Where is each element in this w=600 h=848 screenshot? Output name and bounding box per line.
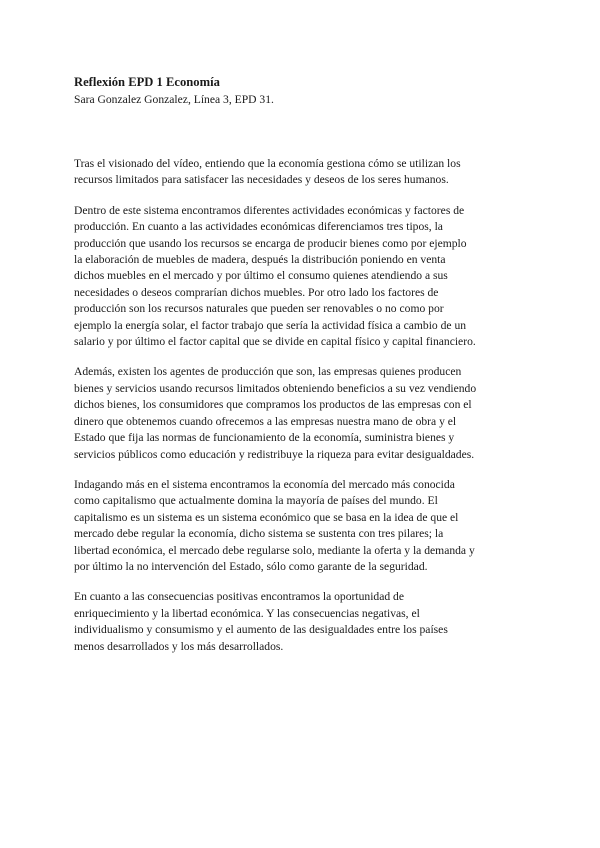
text-line: ejemplo la energía solar, el factor trabajo que sería la actividad física a cambio de un	[74, 318, 467, 332]
text-line: mercado debe regular la economía, dicho sistema se sustenta con tres pilares; la	[74, 527, 444, 541]
text-line: Estado que fija las normas de funcionamiento de la economía, suministra bienes y	[74, 431, 455, 445]
text-line: salario y por último el factor capital que se divide en capital físico y capital financiero.	[74, 335, 476, 349]
text-line: necesidades o deseos comprarían dichos muebles. Por otro lado los factores de	[74, 285, 439, 299]
text-line: por último la no intervención del Estado, sólo como garante de la seguridad.	[74, 559, 428, 573]
text-line: Tras el visionado del vídeo, entiendo que la economía gestiona cómo se utilizan los	[74, 157, 461, 170]
document-page	[74, 74, 530, 669]
text-line: recursos limitados para satisfacer las necesidades y deseos de los seres humanos.	[74, 173, 449, 187]
text-line: En cuanto a las consecuencias positivas encontramos la oportunidad de	[74, 590, 404, 604]
text-line: dinero que obtenemos cuando ofrecemos a las empresas nuestra mano de obra y el	[74, 414, 457, 428]
text-line: Dentro de este sistema encontramos diferentes actividades económicas y factores de	[74, 203, 465, 217]
text-line: Indagando más en el sistema encontramos la economía del mercado más conocida	[74, 477, 455, 491]
text-line: libertad económica, el mercado debe regularse solo, mediante la oferta y la demanda y	[74, 543, 475, 557]
text-line: servicios públicos como educación y redistribuye la riqueza para evitar desigualdades.	[74, 447, 475, 461]
document-title: Reflexión EPD 1 Economía	[74, 75, 220, 89]
paragraph-activities	[74, 203, 530, 351]
text-line: producción son los recursos naturales que pueden ser renovables o no como por	[74, 302, 444, 316]
paragraph-consequences	[74, 589, 530, 655]
paragraph-intro	[74, 156, 530, 189]
text-line: dichos bienes, los consumidores que compramos los productos de las empresas con el	[74, 398, 472, 412]
text-line: producción. En cuanto a las actividades económicas diferenciamos tres tipos, la	[74, 220, 443, 234]
text-line: como capitalismo que actualmente domina la mayoría de países del mundo. El	[74, 494, 438, 508]
paragraph-agents	[74, 364, 530, 462]
text-line: Además, existen los agentes de producción que son, las empresas quienes producen	[74, 365, 462, 379]
text-line: capitalismo es un sistema es un sistema económico que se basa en la idea de que el	[74, 510, 459, 524]
document-body	[74, 156, 530, 655]
text-line: la elaboración de muebles de madera, después la distribución poniendo en venta	[74, 253, 446, 267]
text-line: individualismo y consumismo y el aumento de las desigualdades entre los países	[74, 623, 448, 637]
text-line: menos desarrollados y los más desarrollados.	[74, 639, 284, 653]
author-line: Sara Gonzalez Gonzalez, Línea 3, EPD 31.	[74, 93, 274, 106]
paragraph-capitalism	[74, 477, 530, 575]
text-line: dichos muebles en el mercado y por último el consumo quienes atendiendo a sus	[74, 269, 448, 283]
text-line: enriquecimiento y la libertad económica. Y las consecuencias negativas, el	[74, 606, 420, 620]
text-line: producción que usando los recursos se encarga de producir bienes como por ejemplo	[74, 236, 467, 250]
text-line: bienes y servicios usando recursos limitados obteniendo beneficios a su vez vendiendo	[74, 381, 477, 395]
